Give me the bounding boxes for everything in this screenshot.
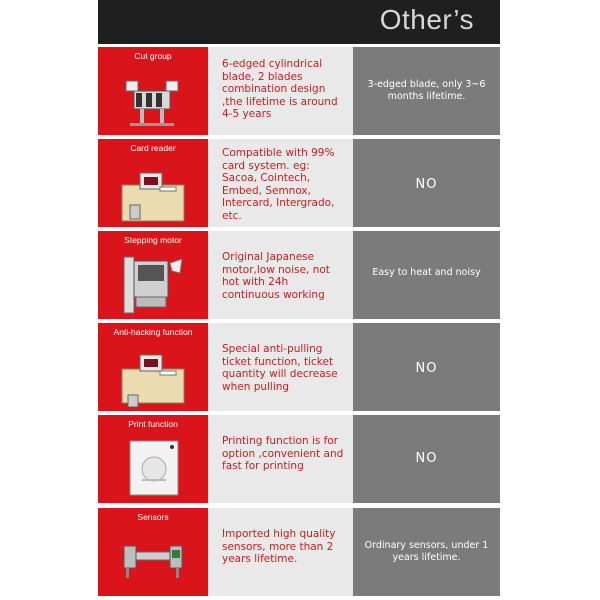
our-product-text: Original Japanese motor,low noise, not hot with 24h continuous working (222, 251, 330, 301)
sensor-icon (116, 528, 190, 592)
competitor-cell (353, 47, 500, 135)
feature-cell (98, 47, 208, 135)
comparison-row-card-reader (98, 139, 500, 227)
competitor-text: NO (415, 177, 438, 192)
our-product-cell (208, 47, 353, 135)
feature-cell (98, 415, 208, 503)
feature-label: Card reader (130, 143, 176, 153)
anti-hacking-icon (116, 343, 190, 407)
competitor-text: Easy to heat and noisy (372, 267, 481, 278)
our-product-text: Compatible with 99% card system. eg: Sacoa, Cointech, Embed, Semnox, Intercard, Intergrado, etc. (222, 147, 335, 222)
feature-label: Anti-hacking function (113, 327, 193, 337)
competitor-cell (353, 508, 500, 596)
stepping-motor-icon (116, 251, 190, 315)
our-product-cell (208, 139, 353, 227)
competitor-text: 3-edged blade, only 3~6 months lifetime. (367, 79, 486, 102)
comparison-sheet (98, 0, 500, 600)
our-product-text: Printing function is for option ,convenient and fast for printing (222, 435, 344, 472)
feature-label: Print function (128, 419, 178, 429)
competitor-text: Ordinary sensors, under 1 years lifetime. (364, 540, 489, 563)
competitor-cell (353, 323, 500, 411)
feature-cell (98, 508, 208, 596)
feature-label: Cut group (134, 51, 172, 61)
header-bar (98, 0, 500, 44)
competitor-text: NO (415, 451, 438, 466)
competitor-text: NO (415, 361, 438, 376)
comparison-row-stepping-motor (98, 231, 500, 319)
feature-cell (98, 323, 208, 411)
competitor-cell (353, 231, 500, 319)
our-product-text: 6-edged cylindrical blade, 2 blades combination design ,the lifetime is around 4-5 years (222, 58, 338, 120)
comparison-row-anti-hacking (98, 323, 500, 411)
comparison-row-sensors (98, 508, 500, 596)
competitor-cell (353, 415, 500, 503)
competitor-cell (353, 139, 500, 227)
our-product-text: Imported high quality sensors, more than 2 years lifetime. (222, 528, 336, 565)
feature-cell (98, 139, 208, 227)
card-reader-icon (116, 159, 190, 223)
our-product-cell (208, 231, 353, 319)
comparison-row-cut-group (98, 47, 500, 135)
our-product-text: Special anti-pulling ticket function, ticket quantity will decrease when pulling (222, 343, 338, 393)
feature-label: Sensors (137, 512, 169, 522)
feature-label: Stepping motor (124, 235, 182, 245)
comparison-row-print-function (98, 415, 500, 503)
our-product-cell (208, 415, 353, 503)
competitor-column-title: Other’s (379, 4, 474, 35)
printer-icon (116, 435, 190, 499)
cut-group-icon (116, 67, 190, 131)
our-product-cell (208, 508, 353, 596)
our-product-cell (208, 323, 353, 411)
feature-cell (98, 231, 208, 319)
